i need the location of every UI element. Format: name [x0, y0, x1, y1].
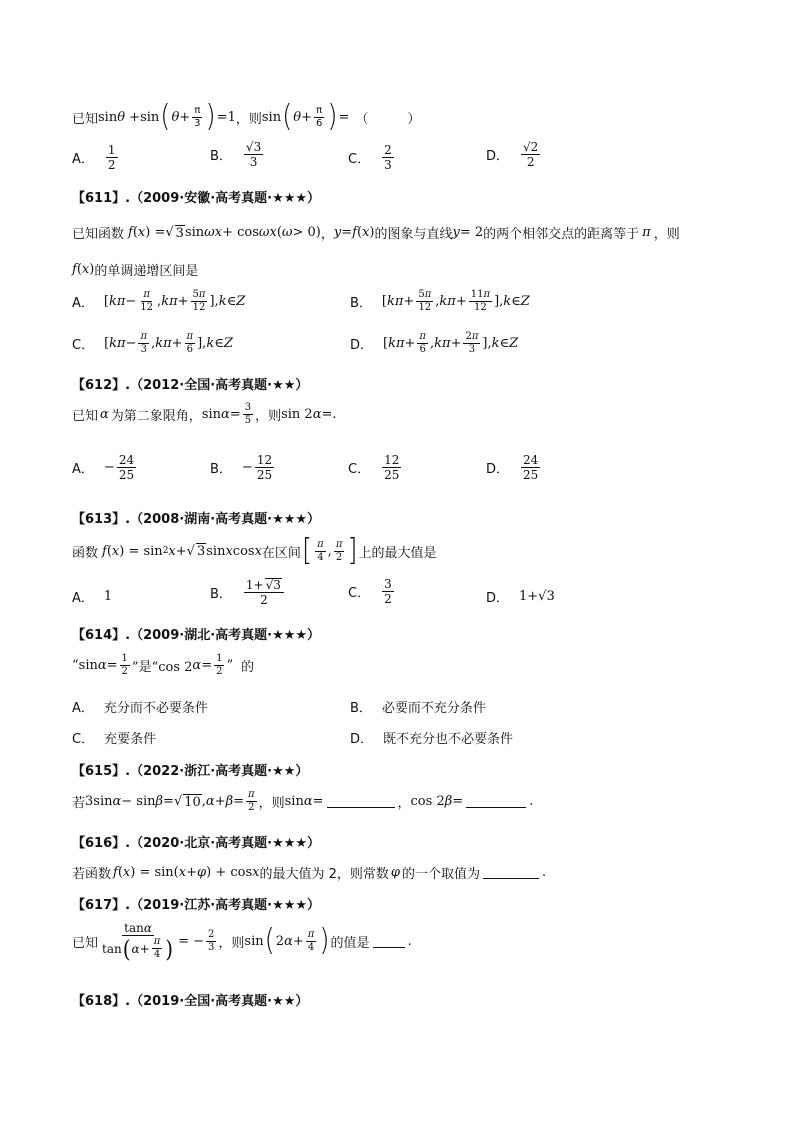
q612-option-a[interactable]: A． − $\frac{24}{25}$: [72, 453, 135, 482]
q614-header: 【614】.（2009·湖北·高考真题·★★★）: [72, 628, 321, 643]
q610-option-a[interactable]: A． $\frac{1}{2}$: [72, 143, 116, 172]
q612-option-c[interactable]: C． $\frac{12}{25}$: [348, 453, 400, 482]
q618-header: 【618】.（2019·全国·高考真题·★★）: [72, 994, 309, 1009]
q610-stem-end: （ ）: [355, 111, 421, 127]
q612-stem: 已知 α 为第二象限角， sin α = $\frac{3}{5}$ ，则 sin 2 α = .: [72, 402, 337, 426]
answer-blank[interactable]: [483, 866, 539, 879]
q615-header: 【615】.（2022·浙江·高考真题·★★）: [72, 764, 309, 779]
q613-option-b[interactable]: B． $\frac{1+ √3}{2}$: [210, 578, 286, 606]
q610-option-d[interactable]: D． $\frac{√2}{2}$: [486, 140, 539, 169]
q611-option-a[interactable]: A． [ kπ − $\frac{\pi}{12}$ , kπ + $\frac{5\pi}{12}$ ], k ∈ Z: [72, 289, 246, 313]
q611-header: 【611】.（2009·安徽·高考真题·★★★）: [72, 191, 321, 206]
answer-blank[interactable]: [373, 935, 405, 948]
q613-header: 【613】.（2008·湖南·高考真题·★★★）: [72, 512, 321, 527]
q611-option-b[interactable]: B． [ kπ + $\frac{5\pi}{12}$ , kπ + $\frac{11\pi}{12}$ ], k ∈ Z: [350, 289, 530, 313]
q614-option-d[interactable]: D． 既不充分也不必要条件: [350, 732, 514, 747]
q616-header: 【616】.（2020·北京·高考真题·★★★）: [72, 836, 321, 851]
q610-stem: 已知 sin θ +sin ( θ + $\frac{\pi}{3}$ ) =1 ，则 sin ( θ + $\frac{\pi}{6}$ ) = （ ）: [72, 99, 421, 135]
answer-blank[interactable]: [466, 795, 526, 808]
q612-option-b[interactable]: B． − $\frac{12}{25}$: [210, 453, 273, 482]
q616-stem: 若函数 f ( x ) = sin( x + φ ) + cos x 的最大值为 2，则常数 φ 的一个取值为 .: [72, 865, 547, 882]
q611-stem-line1: 已知函数 f ( x ) = √ 3 sin ωx + cos ωx ( ω > 0) ， y = f ( x ) 的图象与直线 y = 2 的两个相邻交点的距离等于 π ，则: [72, 225, 680, 242]
q611-stem-line2: f ( x ) 的单调递增区间是: [72, 262, 199, 279]
q614-option-a[interactable]: A． 充分而不必要条件: [72, 701, 208, 716]
q613-option-a[interactable]: A． 1: [72, 589, 113, 606]
answer-blank[interactable]: [327, 795, 395, 808]
q614-option-c[interactable]: C． 充要条件: [72, 732, 157, 747]
q612-option-d[interactable]: D． $\frac{24}{25}$: [486, 453, 539, 482]
q615-stem: 若 3sin α − sin β = √ 10 , α + β = $\frac{\pi}{2}$ ，则 sin α = ， cos 2 β = .: [72, 789, 534, 813]
q614-stem: “sin α = $\frac{1}{2}$ ”是“cos 2 α = $\frac{1}{2}$ ” 的: [72, 653, 255, 677]
q613-option-c[interactable]: C． $\frac{3}{2}$: [348, 577, 392, 606]
q611-option-d[interactable]: D． [ kπ + $\frac{\pi}{6}$ , kπ + $\frac{2\pi}{3}$ ], k ∈ Z: [350, 331, 519, 355]
q610-option-c[interactable]: C． $\frac{2}{3}$: [348, 143, 392, 172]
q613-stem: 函数 f ( x ) = sin 2 x + √ 3 sin x cos x 在区间 [ $\frac{\pi}{4}$ , $\frac{\pi}{2}$ ] 上的最大值是: [72, 533, 437, 569]
q610-option-b[interactable]: B． $\frac{√3}{3}$: [210, 140, 262, 169]
q613-option-d[interactable]: D． 1+√3: [486, 589, 555, 606]
q611-option-c[interactable]: C． [ kπ − $\frac{\pi}{3}$ , kπ + $\frac{\pi}{6}$ ], k ∈ Z: [72, 331, 233, 355]
q614-option-b[interactable]: B． 必要而不充分条件: [350, 701, 486, 716]
q610-stem-mid: ，则: [235, 111, 262, 127]
q610-stem-prefix: 已知: [72, 111, 99, 127]
q617-stem: 已知 tanα tan ( α + $\frac{\pi}{4}$ ) = − $\frac{2}{3}$ ，则 sin ( 2 α + $\frac{\pi}{4}$ ) 的值是 .: [72, 921, 412, 963]
q617-header: 【617】.（2019·江苏·高考真题·★★★）: [72, 898, 321, 913]
q612-header: 【612】.（2012·全国·高考真题·★★）: [72, 378, 309, 393]
